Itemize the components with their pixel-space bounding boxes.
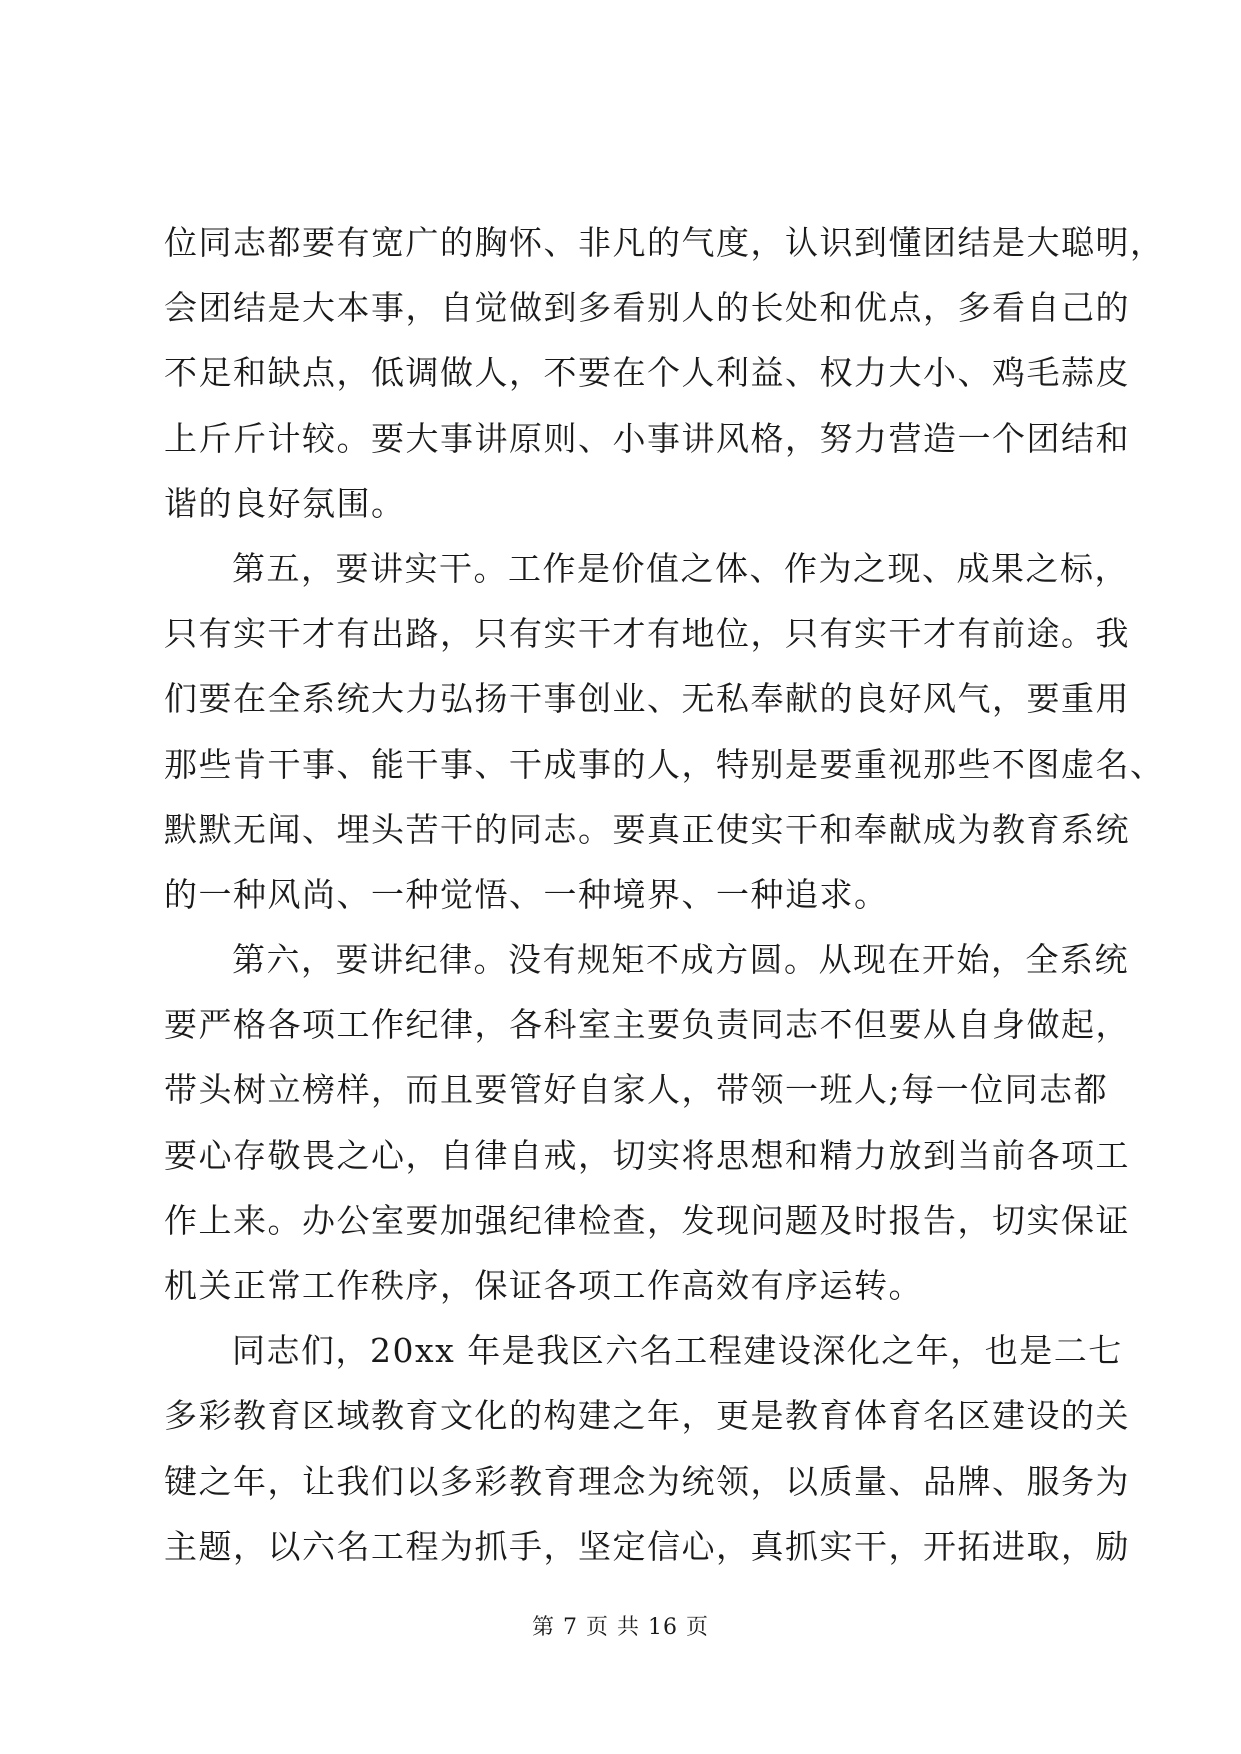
text-line: 键之年，让我们以多彩教育理念为统领，以质量、品牌、服务为 (164, 1461, 1130, 1501)
paragraph-start-line: 同志们，20xx 年是我区六名工程建设深化之年，也是二七 (232, 1331, 1123, 1371)
text-line: 要心存敬畏之心，自律自戒，切实将思想和精力放到当前各项工 (164, 1135, 1130, 1175)
text-line: 位同志都要有宽广的胸怀、非凡的气度，认识到懂团结是大聪明， (164, 223, 1165, 262)
text-line: 默默无闻、埋头苦干的同志。要真正使实干和奉献成为教育系统 (164, 809, 1130, 849)
text-line: 主题，以六名工程为抓手，坚定信心，真抓实干，开拓进取，励 (164, 1526, 1130, 1566)
text-line: 谐的良好氛围。 (164, 483, 406, 523)
paragraph-start-line: 第六，要讲纪律。没有规矩不成方圆。从现在开始，全系统 (232, 940, 1129, 980)
text-line: 要严格各项工作纪律，各科室主要负责同志不但要从自身做起， (164, 1005, 1130, 1045)
text-line: 那些肯干事、能干事、干成事的人，特别是要重视那些不图虚名、 (164, 744, 1165, 784)
paragraph-start-line: 第五，要讲实干。工作是价值之体、作为之现、成果之标， (232, 548, 1129, 588)
page-number-footer: 第 7 页 共 16 页 (532, 1615, 709, 1640)
text-line: 作上来。办公室要加强纪律检查，发现问题及时报告，切实保证 (164, 1200, 1130, 1240)
body-text (164, 210, 1165, 1579)
text-line: 不足和缺点，低调做人，不要在个人利益、权力大小、鸡毛蒜皮 (164, 353, 1130, 393)
text-line: 会团结是大本事，自觉做到多看别人的长处和优点，多看自己的 (164, 288, 1130, 328)
text-line: 只有实干才有出路，只有实干才有地位，只有实干才有前途。我 (164, 614, 1130, 654)
text-line: 多彩教育区域教育文化的构建之年，更是教育体育名区建设的关 (164, 1396, 1130, 1436)
text-line: 上斤斤计较。要大事讲原则、小事讲风格，努力营造一个团结和 (164, 418, 1130, 458)
text-line: 的一种风尚、一种觉悟、一种境界、一种追求。 (164, 874, 889, 914)
text-line: 机关正常工作秩序，保证各项工作高效有序运转。 (164, 1266, 923, 1305)
text-line: 带头树立榜样，而且要管好自家人，带领一班人;每一位同志都 (164, 1070, 1109, 1110)
text-line: 们要在全系统大力弘扬干事创业、无私奉献的良好风气，要重用 (164, 679, 1130, 719)
